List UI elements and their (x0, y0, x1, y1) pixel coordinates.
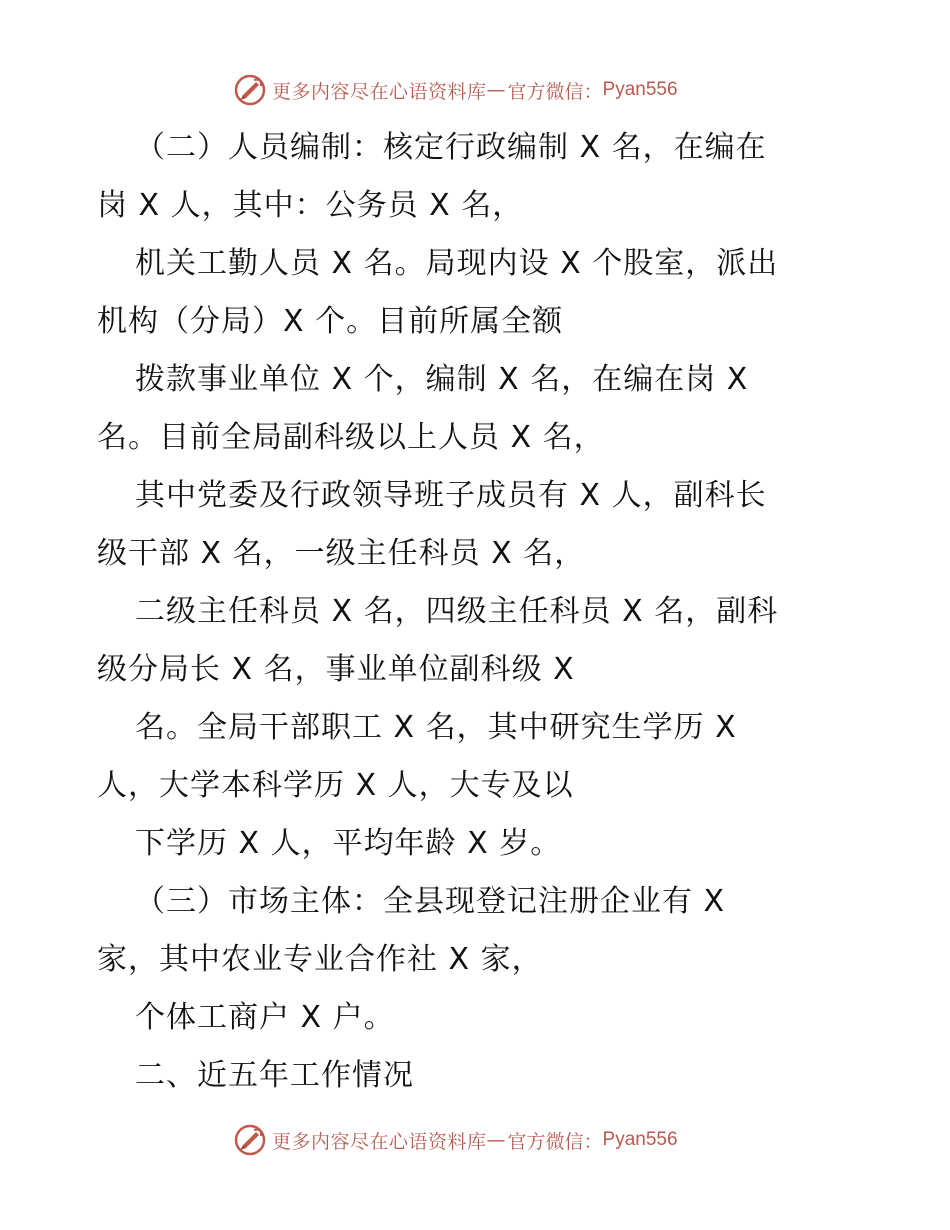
text-line: 机构（分局）X 个。目前所属全额 (97, 304, 564, 339)
text-line: 下学历 X 人，平均年龄 X 岁。 (135, 826, 562, 861)
section-heading: 二、近五年工作情况 (135, 1058, 414, 1093)
text-line: （二）人员编制：核定行政编制 X 名，在编在 (135, 130, 767, 165)
text-line: 其中党委及行政领导班子成员有 X 人，副科长 (135, 478, 767, 513)
text-line: 二级主任科员 X 名，四级主任科员 X 名，副科 (135, 594, 779, 629)
text-line: 拨款事业单位 X 个，编制 X 名，在编在岗 X (135, 362, 749, 397)
watermark-wechat-id: Pyan556 (602, 79, 678, 100)
text-line: 家，其中农业专业合作社 X 家， (97, 942, 543, 977)
text-line: 个体工商户 X 户。 (135, 1000, 395, 1035)
pen-quill-logo-icon (232, 72, 268, 108)
text-line: （三）市场主体：全县现登记注册企业有 X (135, 884, 726, 919)
pen-quill-logo-icon (232, 1122, 268, 1158)
header-watermark (232, 70, 678, 110)
watermark-text: 更多内容尽在心语资料库 (272, 80, 487, 103)
text-line: 名。目前全局副科级以上人员 X 名， (97, 420, 605, 455)
text-line: 人，大学本科学历 X 人，大专及以 (97, 768, 574, 803)
text-line: 级分局长 X 名，事业单位副科级 X (97, 652, 575, 687)
watermark-dash: — (486, 79, 506, 101)
watermark-official-label: 官方微信： (507, 1130, 603, 1153)
watermark-text: 更多内容尽在心语资料库 (272, 1130, 487, 1153)
text-line: 级干部 X 名，一级主任科员 X 名， (97, 536, 586, 571)
text-line: 岗 X 人，其中：公务员 X 名， (97, 188, 524, 223)
watermark-official-label: 官方微信： (507, 80, 603, 103)
watermark-dash: — (486, 1129, 506, 1151)
footer-watermark (232, 1120, 678, 1160)
watermark-wechat-id: Pyan556 (602, 1129, 678, 1150)
text-line: 机关工勤人员 X 名。局现内设 X 个股室，派出 (135, 246, 779, 281)
text-line: 名。全局干部职工 X 名，其中研究生学历 X (135, 710, 737, 745)
